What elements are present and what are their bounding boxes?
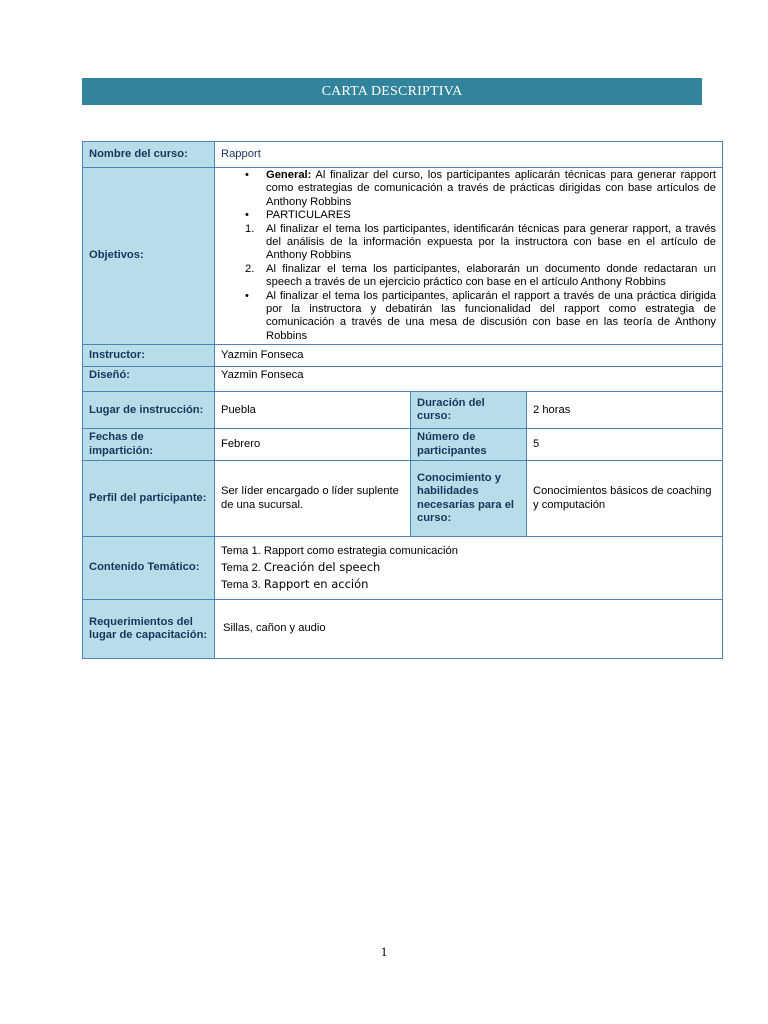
place-label: Lugar de instrucción: [83, 392, 215, 429]
design-label: Diseñó: [83, 367, 215, 392]
design-value: Yazmin Fonseca [215, 367, 723, 392]
objective-item: • Al finalizar el tema los participantes, aplicarán el rapport a través de una práctica dirigida por la instructora y debatirán las funcionalidad del rapport como estrategia de comunicación a través de una mesa de discusión con base en las teoría de Anthony Robbins [245, 289, 717, 342]
objectives-label: Objetivos: [83, 168, 215, 345]
row-design [83, 367, 723, 392]
document-title: CARTA DESCRIPTIVA [82, 78, 702, 105]
participants-value: 5 [527, 429, 723, 461]
row-requirements [83, 600, 723, 659]
row-course-name [83, 142, 723, 168]
participants-label: Número de participantes [411, 429, 527, 461]
objective-item: • PARTICULARES [245, 209, 351, 222]
course-name-label: Nombre del curso: [83, 142, 215, 168]
row-content [83, 537, 723, 600]
instructor-value: Yazmin Fonseca [215, 345, 723, 367]
objectives-list [221, 169, 716, 343]
requirements-value: Sillas, cañon y audio [215, 600, 723, 659]
topic-item: Tema 3. Rapport en acción [221, 577, 369, 592]
row-profile-knowledge [83, 461, 723, 537]
objective-item: 2. Al finalizar el tema los participantes, elaborarán un documento donde redactaran un speech a través de un ejercicio práctico con base en el artículo Anthony Robbins [245, 262, 717, 289]
profile-label: Perfil del participante: [83, 461, 215, 537]
instructor-label: Instructor: [83, 345, 215, 367]
objective-item: 1. Al finalizar el tema los participantes, identificarán técnicas para generar rapport, a través del análisis de la información expuesta por la instructora con base en el artículo de Anthony Robbins [245, 222, 717, 262]
topics-cell [215, 537, 723, 600]
topic-item: Tema 2. Creación del speech [221, 560, 381, 575]
topic-item: Tema 1. Rapport como estrategia comunicación [221, 545, 458, 558]
dates-label: Fechas de impartición: [83, 429, 215, 461]
course-description-table [82, 141, 723, 659]
row-instructor [83, 345, 723, 367]
page-number: 1 [380, 944, 388, 959]
place-value: Puebla [215, 392, 411, 429]
row-objectives [83, 168, 723, 345]
dates-value: Febrero [215, 429, 411, 461]
row-place-duration [83, 392, 723, 429]
course-name-value: Rapport [215, 142, 723, 168]
objectives-cell [215, 168, 723, 345]
row-dates-participants [83, 429, 723, 461]
duration-value: 2 horas [527, 392, 723, 429]
profile-value: Ser líder encargado o líder suplente de una sucursal. [215, 461, 411, 537]
knowledge-value: Conocimientos básicos de coaching y computación [527, 461, 723, 537]
duration-label: Duración del curso: [411, 392, 527, 429]
objective-item: • General: Al finalizar del curso, los participantes aplicarán técnicas para generar rapport como estrategias de comunicación a través de prácticas dirigidas con base artículos de Anthony Robbins [245, 169, 717, 208]
content-label: Contenido Temático: [83, 537, 215, 600]
requirements-label: Requerimientos del lugar de capacitación: [83, 600, 215, 659]
knowledge-label: Conocimiento y habilidades necesarias para el curso: [411, 461, 527, 537]
